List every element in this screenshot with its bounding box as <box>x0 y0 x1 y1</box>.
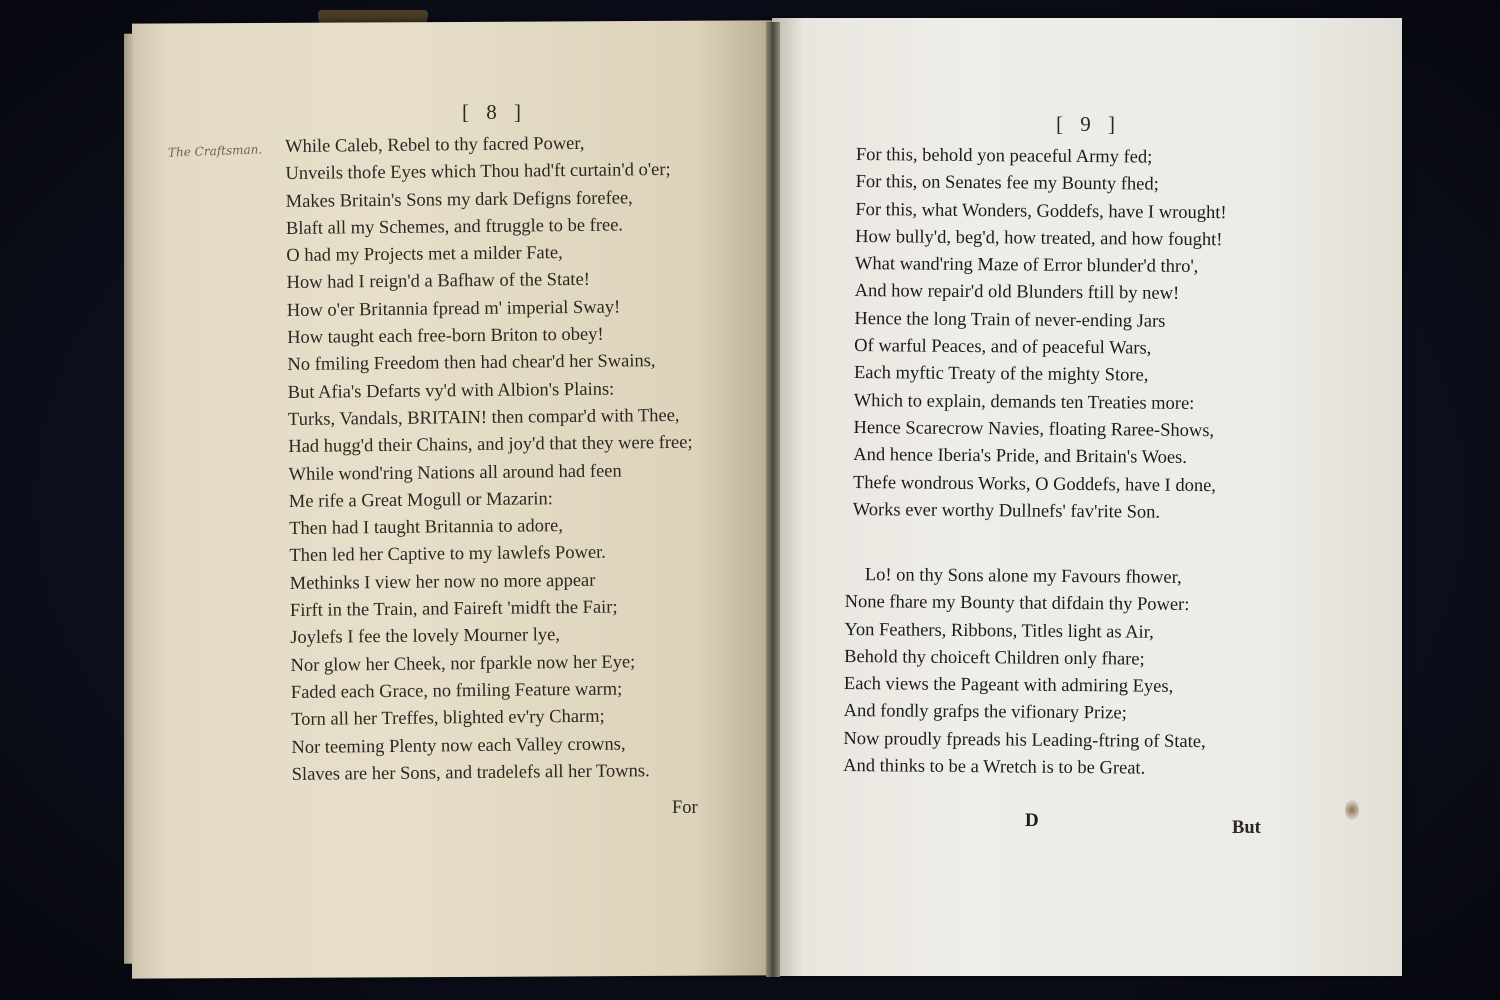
left-page-number: [ 8 ] <box>462 100 527 124</box>
verse-line: Works ever worthy Dullnefs' fav'rite Son. <box>852 499 1161 523</box>
verse-line: Hence Scarecrow Navies, floating Raree-Shows, <box>853 417 1215 442</box>
right-catchword: But <box>1232 818 1261 838</box>
verse-line: Joylefs I fee the lovely Mourner lye, <box>290 625 561 649</box>
verse-line: Turks, Vandals, BRITAIN! then compar'd with Thee, <box>287 405 680 430</box>
verse-line: For this, what Wonders, Goddefs, have I wrought! <box>855 199 1227 223</box>
verse-line: While wond'ring Nations all around had feen <box>288 461 622 485</box>
verse-line: And thinks to be a Wretch is to be Great. <box>843 756 1146 779</box>
verse-line: Nor glow her Cheek, nor fparkle now her Eye; <box>290 652 636 676</box>
verse-line: Torn all her Treffes, blighted ev'ry Charm; <box>291 706 605 731</box>
verse-line: Then had I taught Britannia to adore, <box>289 516 564 540</box>
verse-line: How had I reign'd a Bafhaw of the State! <box>286 270 591 294</box>
verse-line: How taught each free-born Briton to obey! <box>287 324 604 349</box>
verse-line: Which to explain, demands ten Treaties more: <box>853 390 1195 414</box>
verse-line: And how repair'd old Blunders ftill by new! <box>854 281 1180 305</box>
verse-line: How o'er Britannia fpread m' imperial Sway! <box>286 297 621 321</box>
right-verse-stanza-2 <box>843 562 1207 784</box>
verse-line: For this, on Senates fee my Bounty fhed; <box>855 172 1159 195</box>
book-gutter <box>766 22 780 977</box>
left-verse-block <box>285 130 696 789</box>
marginal-annotation: The Craftsman. <box>167 142 263 160</box>
verse-line: Yon Feathers, Ribbons, Titles light as Air, <box>844 619 1154 643</box>
verse-line: Unveils thofe Eyes which Thou had'ft curtain'd o'er; <box>285 160 671 185</box>
verse-line: No fmiling Freedom then had chear'd her Swains, <box>287 351 656 376</box>
verse-line: Had hugg'd their Chains, and joy'd that they were free; <box>288 433 693 458</box>
verse-line: Firft in the Train, and Faireft 'midft the Fair; <box>289 597 618 622</box>
verse-line: Blaft all my Schemes, and ftruggle to be free. <box>285 215 624 239</box>
right-verse-stanza-1 <box>853 142 1228 527</box>
verse-line: Each views the Pageant with admiring Eyes, <box>843 674 1174 698</box>
verse-line: For this, behold yon peaceful Army fed; <box>855 144 1153 168</box>
verse-line: Faded each Grace, no fmiling Feature warm; <box>290 679 623 703</box>
left-catchword: For <box>672 798 698 818</box>
verse-line: Makes Britain's Sons my dark Defigns forefee, <box>285 187 633 212</box>
verse-line: Nor teeming Plenty now each Valley crowns, <box>291 733 626 758</box>
right-page-number: [ 9 ] <box>1056 112 1121 136</box>
verse-line: Now proudly fpreads his Leading-ftring of State, <box>843 728 1206 752</box>
verse-line: Behold thy choiceft Children only fhare; <box>844 646 1145 670</box>
verse-line: While Caleb, Rebel to thy facred Power, <box>285 133 585 157</box>
verse-line: Me rife a Great Mogull or Mazarin: <box>288 489 553 512</box>
verse-line: Thefe wondrous Works, O Goddefs, have I done, <box>852 472 1217 496</box>
verse-line: Hence the long Train of never-ending Jars <box>854 308 1166 332</box>
verse-line: Each myftic Treaty of the mighty Store, <box>853 363 1149 386</box>
verse-line: None fhare my Bounty that difdain thy Power: <box>844 592 1190 616</box>
verse-line: Slaves are her Sons, and tradelefs all her Towns. <box>291 761 650 785</box>
verse-line: How bully'd, beg'd, how treated, and how fought! <box>855 226 1223 251</box>
verse-line: And hence Iberia's Pride, and Britain's Woes. <box>853 445 1187 469</box>
verse-line: Of warful Peaces, and of peaceful Wars, <box>854 336 1152 359</box>
verse-line: But Afia's Defarts vy'd with Albion's Plains: <box>287 379 615 403</box>
verse-line: Methinks I view her now no more appear <box>289 570 596 594</box>
verse-line: And fondly grafps the vifionary Prize; <box>843 701 1127 724</box>
signature-mark: D <box>1025 810 1039 831</box>
verse-line: What wand'ring Maze of Error blunder'd thro', <box>854 254 1199 278</box>
foxing-stain <box>1345 800 1359 820</box>
verse-line: Then led her Captive to my lawlefs Power. <box>289 543 606 567</box>
verse-line: Lo! on thy Sons alone my Favours fhower, <box>864 565 1182 588</box>
verse-line: O had my Projects met a milder Fate, <box>286 243 563 267</box>
